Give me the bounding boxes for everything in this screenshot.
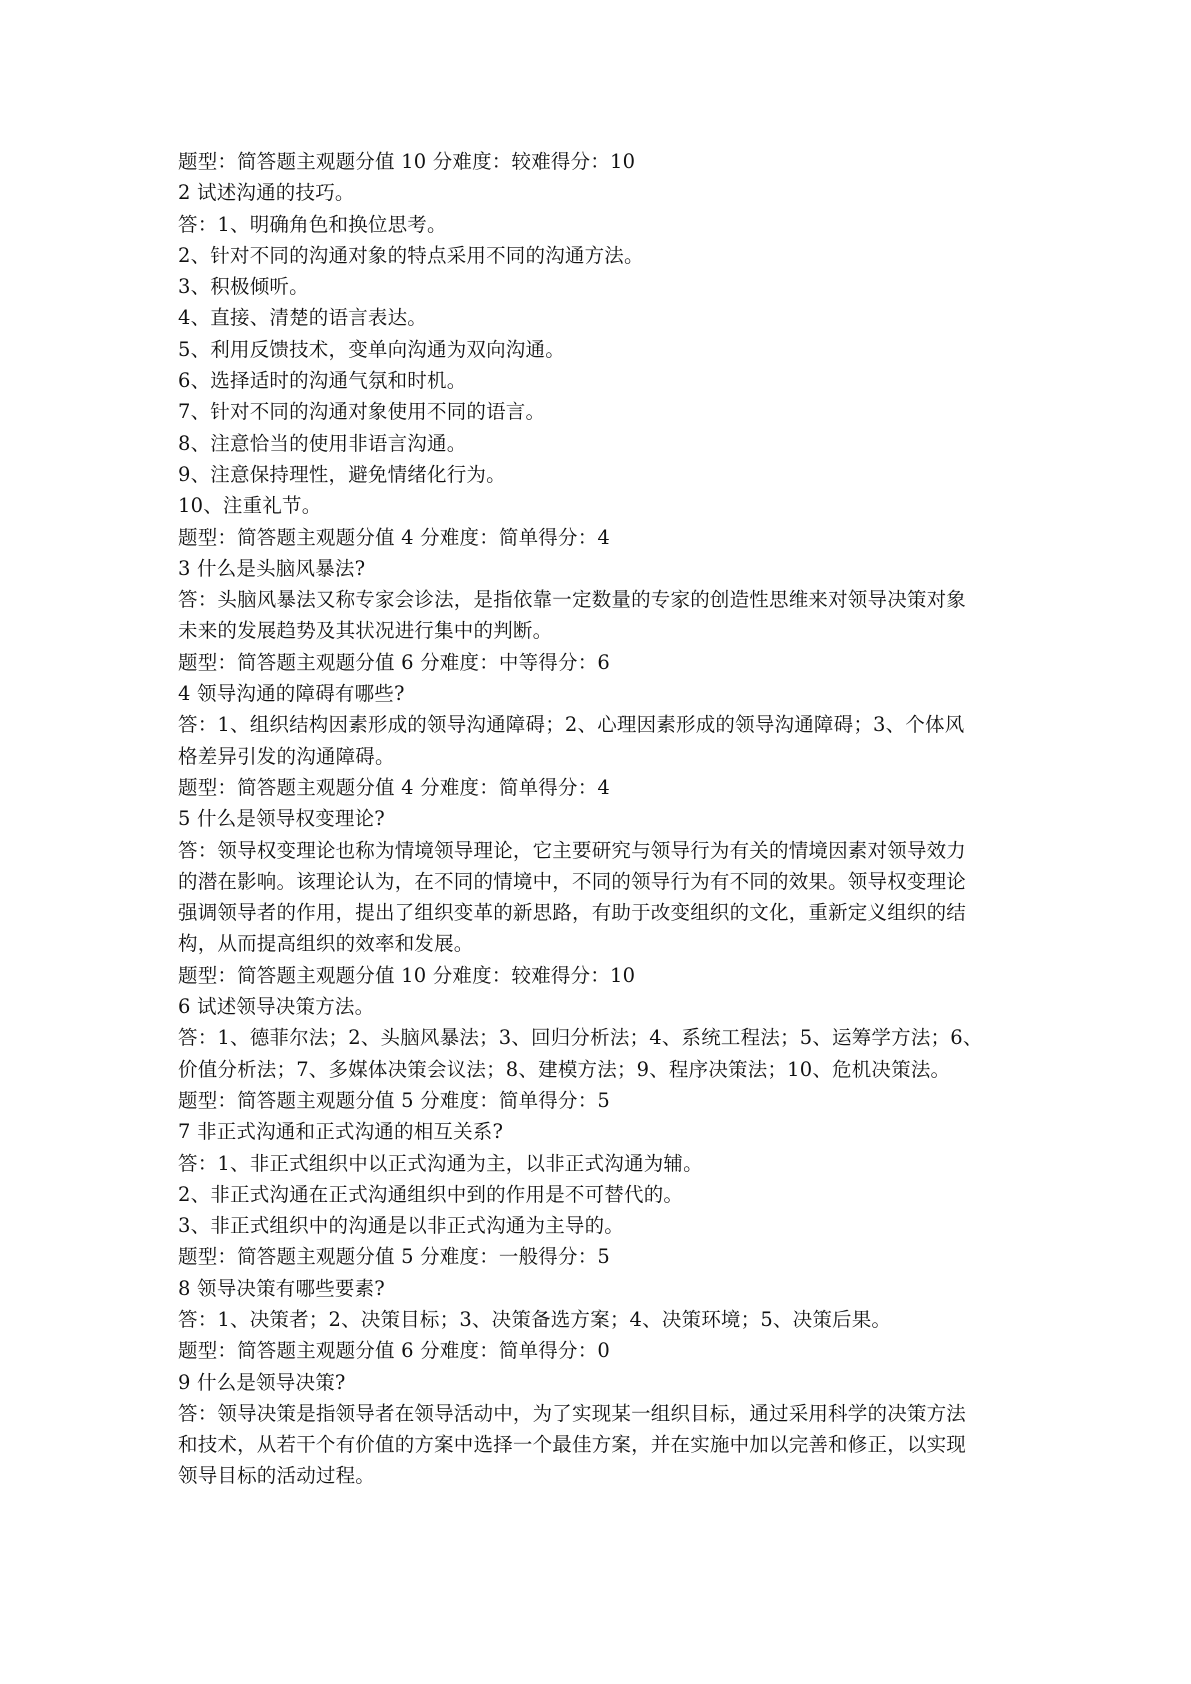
text-line: 4 领导沟通的障碍有哪些? xyxy=(178,682,405,706)
text-line: 构，从而提高组织的效率和发展。 xyxy=(178,932,474,956)
text-line: 9、注意保持理性，避免情绪化行为。 xyxy=(178,462,506,486)
text-line: 2 试述沟通的技巧。 xyxy=(178,181,355,205)
text-line: 10、注重礼节。 xyxy=(178,494,322,518)
text-line: 的潜在影响。该理论认为，在不同的情境中，不同的领导行为有不同的效果。领导权变理论 xyxy=(178,869,967,893)
text-line: 9 什么是领导决策? xyxy=(178,1370,346,1394)
text-line: 3、积极倾听。 xyxy=(178,275,309,299)
text-line: 答：1、德菲尔法；2、头脑风暴法；3、回归分析法；4、系统工程法；5、运筹学方法；6、 xyxy=(178,1026,983,1050)
text-line: 价值分析法；7、多媒体决策会议法；8、建模方法；9、程序决策法；10、危机决策法。 xyxy=(178,1057,951,1081)
text-line: 2、非正式沟通在正式沟通组织中到的作用是不可替代的。 xyxy=(178,1182,684,1206)
text-line: 答：1、明确角色和换位思考。 xyxy=(178,212,447,236)
text-line: 题型：简答题主观题分值 4 分难度：简单得分：4 xyxy=(178,525,611,549)
document-body xyxy=(178,146,1016,1492)
text-line: 强调领导者的作用，提出了组织变革的新思路，有助于改变组织的文化，重新定义组织的结 xyxy=(178,901,967,925)
text-line: 答：1、组织结构因素形成的领导沟通障碍；2、心理因素形成的领导沟通障碍；3、个体风 xyxy=(178,713,965,737)
text-line: 3 什么是头脑风暴法? xyxy=(178,556,366,580)
text-line: 题型：简答题主观题分值 10 分难度：较难得分：10 xyxy=(178,150,636,173)
text-line: 6 试述领导决策方法。 xyxy=(178,995,375,1019)
text-line: 答：头脑风暴法又称专家会诊法，是指依靠一定数量的专家的创造性思维来对领导决策对象 xyxy=(178,588,967,612)
text-line: 答：1、非正式组织中以正式沟通为主，以非正式沟通为辅。 xyxy=(178,1151,703,1175)
text-line: 答：领导决策是指领导者在领导活动中，为了实现某一组织目标，通过采用科学的决策方法 xyxy=(178,1401,967,1425)
text-line: 8、注意恰当的使用非语言沟通。 xyxy=(178,431,467,455)
text-line: 7、针对不同的沟通对象使用不同的语言。 xyxy=(178,400,546,424)
text-line: 题型：简答题主观题分值 5 分难度：一般得分：5 xyxy=(178,1245,611,1269)
text-line: 8 领导决策有哪些要素? xyxy=(178,1276,385,1300)
text-line: 领导目标的活动过程。 xyxy=(178,1464,376,1488)
text-line: 和技术，从若干个有价值的方案中选择一个最佳方案，并在实施中加以完善和修正，以实现 xyxy=(178,1433,967,1457)
text-line: 格差异引发的沟通障碍。 xyxy=(178,744,395,768)
text-line: 未来的发展趋势及其状况进行集中的判断。 xyxy=(178,619,553,643)
text-line: 题型：简答题主观题分值 5 分难度：简单得分：5 xyxy=(178,1088,611,1112)
text-line: 2、针对不同的沟通对象的特点采用不同的沟通方法。 xyxy=(178,243,644,267)
text-line: 6、选择适时的沟通气氛和时机。 xyxy=(178,369,467,393)
text-line: 答：领导权变理论也称为情境领导理论，它主要研究与领导行为有关的情境因素对领导效力 xyxy=(178,838,967,862)
text-line: 3、非正式组织中的沟通是以非正式沟通为主导的。 xyxy=(178,1214,625,1238)
text-line: 7 非正式沟通和正式沟通的相互关系? xyxy=(178,1120,504,1144)
text-line: 5 什么是领导权变理论? xyxy=(178,807,385,831)
text-line: 4、直接、清楚的语言表达。 xyxy=(178,306,428,330)
text-line: 题型：简答题主观题分值 10 分难度：较难得分：10 xyxy=(178,963,636,987)
text-line: 题型：简答题主观题分值 4 分难度：简单得分：4 xyxy=(178,775,611,799)
text-line: 5、利用反馈技术，变单向沟通为双向沟通。 xyxy=(178,337,565,361)
text-line: 题型：简答题主观题分值 6 分难度：中等得分：6 xyxy=(178,650,611,674)
text-line: 答：1、决策者；2、决策目标；3、决策备选方案；4、决策环境；5、决策后果。 xyxy=(178,1307,892,1331)
text-line: 题型：简答题主观题分值 6 分难度：简单得分：0 xyxy=(178,1339,611,1363)
